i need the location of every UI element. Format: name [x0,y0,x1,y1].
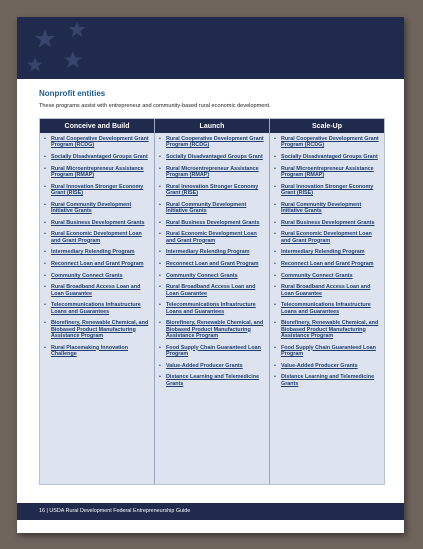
program-link-item[interactable] [274,220,381,226]
program-link-item[interactable] [44,231,151,244]
program-link[interactable]: Rural Economic Development Loan and Grant Program [166,231,257,244]
program-link[interactable]: Rural Business Development Grants [166,219,260,226]
program-link-item[interactable] [159,154,266,160]
program-link[interactable]: Reconnect Loan and Grant Program [166,260,259,267]
program-link[interactable]: Rural Innovation Stronger Economy Grant (RISE) [51,183,144,196]
program-link-item[interactable] [159,363,266,369]
program-link[interactable]: Telecommunications Infrastructure Loans and Guarantees [166,302,256,315]
program-link[interactable]: Value-Added Producer Grants [281,362,358,369]
program-link-item[interactable] [44,184,151,197]
program-link-item[interactable] [44,136,151,149]
document-page [17,17,404,533]
program-link[interactable]: Intermediary Relending Program [51,249,135,256]
star-icon [35,29,55,48]
program-link[interactable]: Reconnect Loan and Grant Program [51,260,144,267]
program-link[interactable]: Socially Disadvantaged Groups Grant [281,153,378,160]
program-link[interactable]: Rural Community Development Initiative Grants [166,201,247,214]
program-link-item[interactable] [274,154,381,160]
program-link-item[interactable] [274,202,381,215]
program-link[interactable]: Biorefinery, Renewable Chemical, and Biobased Product Manufacturing Assistance Program [51,320,149,339]
program-link[interactable]: Rural Broadband Access Loan and Loan Guarantee [281,284,371,297]
program-link[interactable]: Rural Microentrepreneur Assistance Program (RMAP) [51,165,144,178]
program-link[interactable]: Rural Cooperative Development Grant Program (RCDG) [281,136,379,149]
program-link-item[interactable] [44,249,151,255]
program-link[interactable]: Rural Broadband Access Loan and Loan Guarantee [166,284,256,297]
program-link-item[interactable] [274,231,381,244]
star-icon [69,21,86,37]
program-link[interactable]: Community Connect Grants [51,272,123,279]
program-link[interactable]: Socially Disadvantaged Groups Grant [166,153,263,160]
section-intro: These programs assist with entrepreneur and community-based rural economic development. [39,103,271,109]
program-link[interactable]: Intermediary Relending Program [281,249,365,256]
star-pattern [17,17,404,79]
program-link[interactable]: Community Connect Grants [166,272,238,279]
program-link-item[interactable] [159,202,266,215]
program-link-item[interactable] [44,284,151,297]
program-link-item[interactable] [274,273,381,279]
program-link-item[interactable] [159,136,266,149]
program-list [44,136,151,357]
program-link-item[interactable] [44,320,151,339]
star-icon [64,51,82,68]
program-link[interactable]: Biorefinery, Renewable Chemical, and Biobased Product Manufacturing Assistance Program [166,320,264,339]
table-header-row [40,119,384,133]
program-link-item[interactable] [274,184,381,197]
program-list [274,136,381,387]
program-link-item[interactable] [274,302,381,315]
program-link[interactable]: Rural Business Development Grants [281,219,375,226]
table-body [40,133,384,484]
program-link[interactable]: Telecommunications Infrastructure Loans and Guarantees [51,302,141,315]
column-conceive-build [40,133,155,484]
program-link[interactable]: Value-Added Producer Grants [166,362,243,369]
program-link-item[interactable] [274,136,381,149]
program-link[interactable]: Rural Cooperative Development Grant Program (RCDG) [51,136,149,149]
main-content [39,89,384,485]
program-link-item[interactable] [159,374,266,387]
program-link-item[interactable] [274,345,381,358]
program-link-item[interactable] [44,261,151,267]
program-link-item[interactable] [44,154,151,160]
program-link[interactable]: Distance Learning and Telemedicine Grants [166,374,260,387]
program-link-item[interactable] [159,220,266,226]
program-link-item[interactable] [159,320,266,339]
program-link-item[interactable] [274,374,381,387]
program-link-item[interactable] [44,166,151,179]
program-link-item[interactable] [274,284,381,297]
program-link[interactable]: Food Supply Chain Guaranteed Loan Program [166,344,261,357]
program-link[interactable]: Rural Economic Development Loan and Grant Program [51,231,142,244]
program-link[interactable]: Rural Microentrepreneur Assistance Program (RMAP) [166,165,259,178]
program-link[interactable]: Rural Community Development Initiative Grants [281,201,362,214]
program-link[interactable]: Socially Disadvantaged Groups Grant [51,153,148,160]
program-link[interactable]: Intermediary Relending Program [166,249,250,256]
program-link-item[interactable] [159,166,266,179]
program-link-item[interactable] [159,273,266,279]
program-link-item[interactable] [159,345,266,358]
program-link-item[interactable] [159,249,266,255]
program-link-item[interactable] [159,284,266,297]
column-header-scale-up: Scale-Up [312,122,342,130]
column-header-conceive-build: Conceive and Build [40,119,155,133]
star-icon [27,57,43,72]
program-link[interactable]: Rural Cooperative Development Grant Program (RCDG) [166,136,264,149]
program-link-item[interactable] [274,320,381,339]
program-link-item[interactable] [159,261,266,267]
column-launch [155,133,270,484]
program-link[interactable]: Rural Placemaking Innovation Challenge [51,344,128,357]
programs-table [39,118,385,485]
program-link[interactable]: Rural Innovation Stronger Economy Grant (RISE) [166,183,259,196]
program-link[interactable]: Rural Microentrepreneur Assistance Program (RMAP) [281,165,374,178]
footer-text: 16 | USDA Rural Development Federal Entrepreneurship Guide [39,508,191,514]
program-link[interactable]: Telecommunications Infrastructure Loans and Guarantees [281,302,371,315]
program-link[interactable]: Rural Business Development Grants [51,219,145,226]
program-link-item[interactable] [274,261,381,267]
program-link[interactable]: Biorefinery, Renewable Chemical, and Biobased Product Manufacturing Assistance Program [281,320,379,339]
program-link[interactable]: Food Supply Chain Guaranteed Loan Program [281,344,376,357]
program-link[interactable]: Distance Learning and Telemedicine Grants [281,374,375,387]
column-scale-up [270,133,384,484]
column-header-launch: Launch [155,119,270,133]
program-list [159,136,266,387]
program-link[interactable]: Rural Broadband Access Loan and Loan Guarantee [51,284,141,297]
program-link-item[interactable] [274,249,381,255]
program-link-item[interactable] [159,302,266,315]
program-link-item[interactable] [44,202,151,215]
program-link[interactable]: Rural Innovation Stronger Economy Grant (RISE) [281,183,374,196]
section-heading: Nonprofit entities [39,89,106,98]
program-link-item[interactable] [159,231,266,244]
program-link[interactable]: Community Connect Grants [281,272,353,279]
program-link-item[interactable] [159,184,266,197]
program-link-item[interactable] [44,345,151,358]
program-link-item[interactable] [44,220,151,226]
program-link[interactable]: Rural Community Development Initiative Grants [51,201,132,214]
program-link[interactable]: Rural Economic Development Loan and Grant Program [281,231,372,244]
program-link-item[interactable] [274,166,381,179]
program-link[interactable]: Reconnect Loan and Grant Program [281,260,374,267]
program-link-item[interactable] [44,273,151,279]
header-banner [17,17,404,79]
program-link-item[interactable] [274,363,381,369]
program-link-item[interactable] [44,302,151,315]
page-footer [17,503,404,520]
